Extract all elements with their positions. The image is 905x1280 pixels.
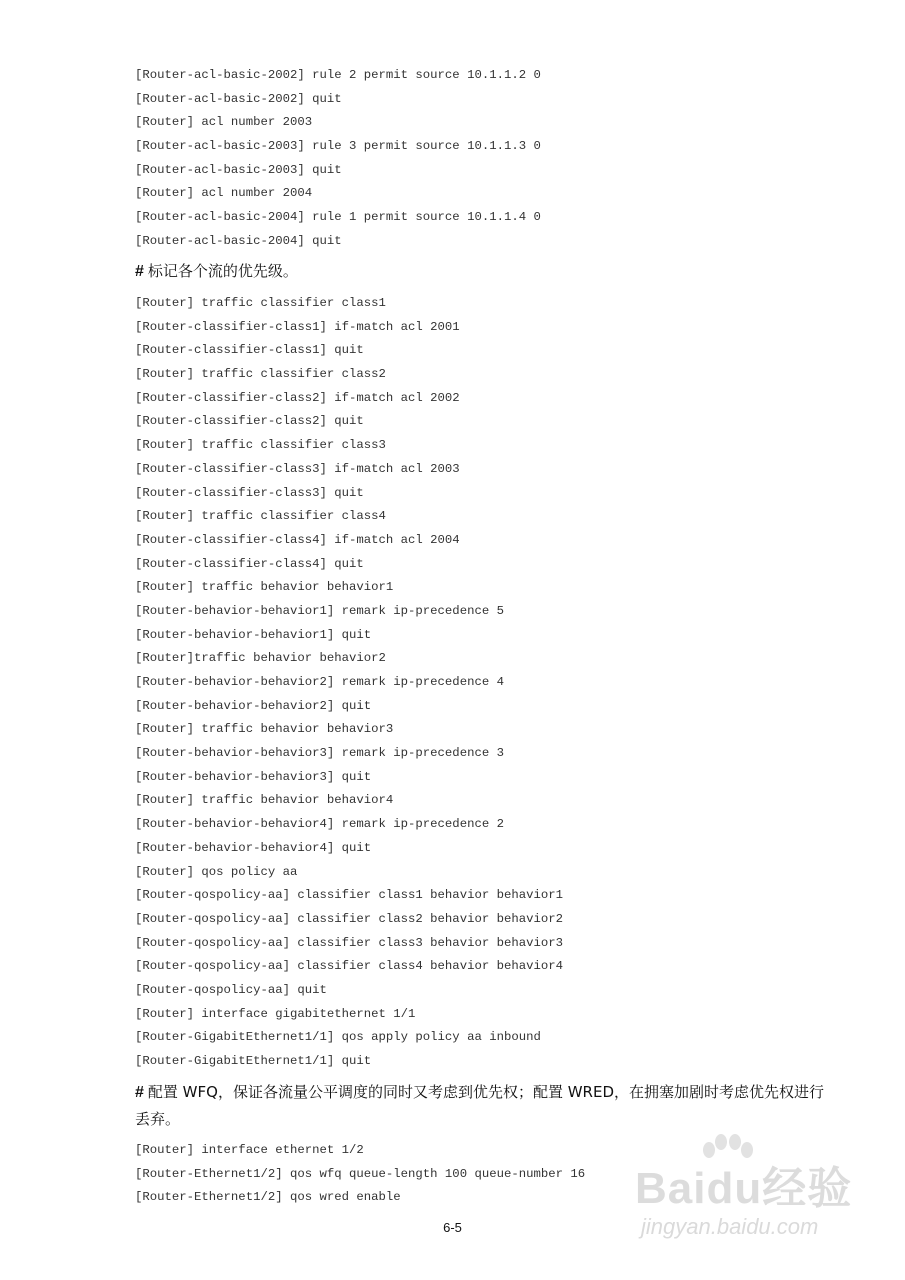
code-line: [Router-qospolicy-aa] classifier class1 behavior behavior1 — [135, 888, 564, 903]
page-number: 6-5 — [443, 1220, 462, 1235]
comment-text: 标记各个流的优先级。 — [147, 262, 298, 280]
code-line: [Router-GigabitEthernet1/1] qos apply policy aa inbound — [135, 1030, 541, 1045]
code-line: [Router] interface ethernet 1/2 — [135, 1143, 364, 1157]
code-line: [Router] acl number 2004 — [135, 186, 313, 201]
code-line: [Router-behavior-behavior4] quit — [135, 840, 372, 855]
comment-text: 配置 WFQ，保证各流量公平调度的同时又考虑到优先权；配置 WRED，在拥塞加剧时考虑优先权进行丢弃。 — [135, 1083, 824, 1128]
code-line: [Router-acl-basic-2002] rule 2 permit source 10.1.1.2 0 — [135, 68, 541, 82]
code-line: [Router-acl-basic-2003] rule 3 permit source 10.1.1.3 0 — [135, 139, 541, 154]
baidu-watermark — [625, 1132, 855, 1252]
code-line: [Router-acl-basic-2004] rule 1 permit source 10.1.1.4 0 — [135, 210, 541, 225]
code-line: [Router-classifier-class3] if-match acl 2003 — [135, 461, 460, 476]
code-line: [Router] interface gigabitethernet 1/1 — [135, 1006, 416, 1021]
code-line: [Router-classifier-class1] quit — [135, 343, 364, 358]
code-line: [Router] traffic classifier class1 — [135, 296, 386, 310]
code-line: [Router] qos policy aa — [135, 864, 298, 879]
code-line: [Router-classifier-class2] quit — [135, 414, 364, 429]
comment-mark-priority — [135, 258, 835, 285]
comment-wfq-wred — [135, 1079, 835, 1132]
code-line: [Router-qospolicy-aa] quit — [135, 982, 327, 997]
code-line: [Router] traffic behavior behavior3 — [135, 722, 394, 737]
code-line: [Router-behavior-behavior2] quit — [135, 698, 372, 713]
code-line: [Router-classifier-class2] if-match acl 2002 — [135, 390, 460, 405]
code-line: [Router] traffic behavior behavior1 — [135, 580, 394, 595]
code-line: [Router] traffic classifier class2 — [135, 367, 386, 382]
code-line: [Router] traffic classifier class3 — [135, 438, 386, 453]
code-line: [Router-behavior-behavior3] quit — [135, 769, 372, 784]
code-line: [Router-acl-basic-2004] quit — [135, 233, 342, 248]
code-line: [Router]traffic behavior behavior2 — [135, 651, 386, 666]
code-line: [Router-qospolicy-aa] classifier class3 behavior behavior3 — [135, 935, 564, 950]
code-line: [Router-classifier-class4] if-match acl 2004 — [135, 532, 460, 547]
code-block-interface — [135, 1139, 585, 1210]
code-line: [Router-qospolicy-aa] classifier class2 behavior behavior2 — [135, 911, 564, 926]
code-line: [Router-behavior-behavior3] remark ip-precedence 3 — [135, 746, 504, 761]
code-line: [Router-GigabitEthernet1/1] quit — [135, 1054, 372, 1068]
code-line: [Router-classifier-class4] quit — [135, 556, 364, 571]
code-line: [Router-acl-basic-2002] quit — [135, 91, 342, 106]
code-line: [Router-behavior-behavior4] remark ip-precedence 2 — [135, 817, 504, 832]
code-line: [Router-Ethernet1/2] qos wred enable — [135, 1190, 401, 1205]
code-line: [Router] traffic behavior behavior4 — [135, 793, 394, 808]
code-block-acl — [135, 64, 541, 254]
code-line: [Router-behavior-behavior2] remark ip-precedence 4 — [135, 675, 504, 689]
code-line: [Router] traffic classifier class4 — [135, 509, 386, 524]
code-line: [Router-acl-basic-2003] quit — [135, 162, 342, 177]
comment-hash: # — [135, 263, 144, 280]
code-line: [Router-qospolicy-aa] classifier class4 behavior behavior4 — [135, 959, 564, 974]
code-line: [Router-Ethernet1/2] qos wfq queue-length 100 queue-number 16 — [135, 1166, 586, 1181]
code-line: [Router-behavior-behavior1] quit — [135, 627, 372, 642]
code-line: [Router-classifier-class1] if-match acl 2001 — [135, 319, 460, 334]
watermark-url: jingyan.baidu.com — [641, 1214, 819, 1239]
code-line: [Router-classifier-class3] quit — [135, 485, 364, 500]
code-block-qos-policy — [135, 292, 563, 1074]
comment-hash: # — [135, 1084, 144, 1101]
code-line: [Router] acl number 2003 — [135, 115, 313, 130]
code-line: [Router-behavior-behavior1] remark ip-precedence 5 — [135, 603, 504, 618]
watermark-logo-text: Baidu经验 — [635, 1164, 853, 1213]
